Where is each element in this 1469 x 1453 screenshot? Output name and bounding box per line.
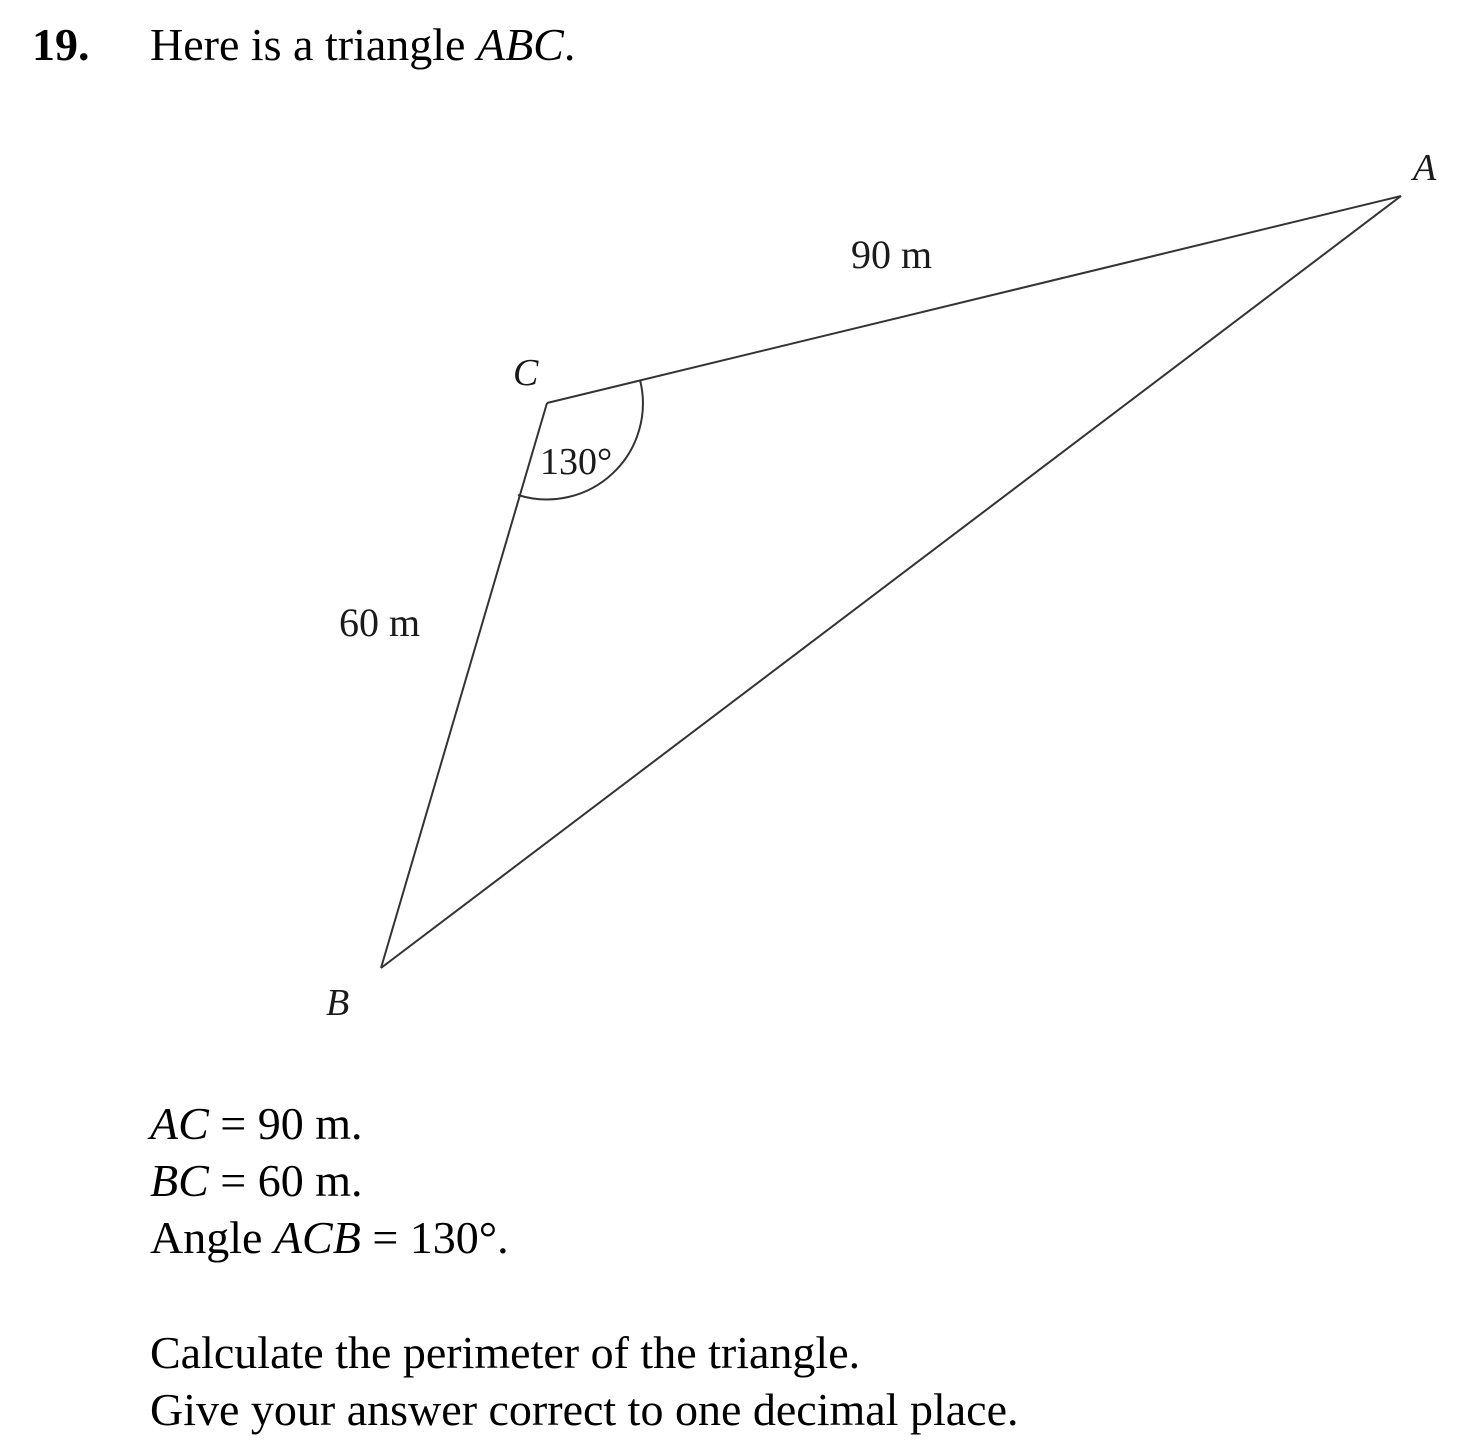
side-ca	[547, 196, 1401, 403]
triangle-sides	[381, 196, 1401, 968]
fact-bc-name: BC	[150, 1155, 209, 1206]
task-line-2: Give your answer correct to one decimal place.	[150, 1384, 1019, 1435]
given-facts	[150, 1095, 509, 1266]
fact-angle	[150, 1209, 509, 1266]
vertex-a-label: A	[1413, 147, 1437, 189]
intro-text: Here is a triangle	[150, 19, 477, 70]
intro-end: .	[563, 19, 576, 70]
side-ab	[381, 196, 1401, 968]
side-cb	[381, 403, 547, 968]
task-instructions	[150, 1324, 1019, 1438]
question-number: 19.	[32, 19, 90, 70]
side-cb-length-label: 60 m	[339, 600, 421, 645]
side-ca-length-label: 90 m	[851, 232, 933, 277]
fact-bc	[150, 1152, 509, 1209]
fact-angle-name: ACB	[273, 1212, 361, 1263]
vertex-b-label: B	[326, 982, 350, 1024]
fact-ac-name: AC	[150, 1098, 209, 1149]
vertex-c-label: C	[513, 352, 539, 394]
fact-angle-value: = 130°.	[360, 1212, 509, 1263]
angle-c-label: 130°	[540, 441, 613, 483]
fact-ac-value: = 90 m.	[208, 1098, 363, 1149]
fact-ac	[150, 1095, 509, 1152]
fact-bc-value: = 60 m.	[208, 1155, 363, 1206]
task-line-1: Calculate the perimeter of the triangle.	[150, 1327, 861, 1378]
intro-triangle-name: ABC	[476, 19, 564, 70]
fact-angle-prefix: Angle	[150, 1212, 274, 1263]
